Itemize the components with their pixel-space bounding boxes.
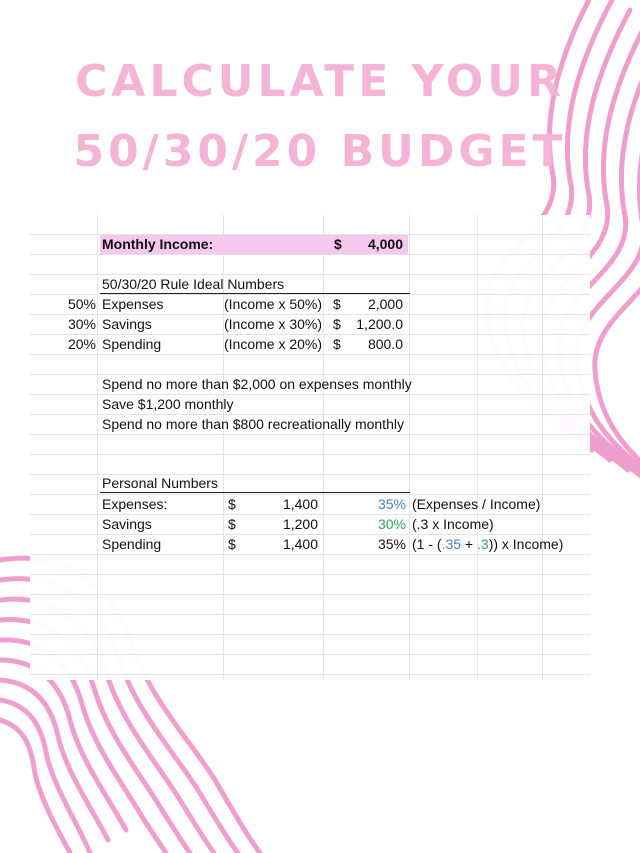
personal-row-name: Expenses: xyxy=(102,496,168,512)
ideal-row-currency: $ xyxy=(333,296,341,312)
personal-row-pct: 35% xyxy=(377,536,406,552)
note-line: Spend no more than $800 recreationally monthly xyxy=(102,416,404,432)
personal-row-amount: 1,200 xyxy=(282,516,318,532)
ideal-row-currency: $ xyxy=(333,336,341,352)
personal-row-name: Spending xyxy=(102,536,162,552)
personal-row-formula: (.3 x Income) xyxy=(412,516,494,532)
formula-part: )) x Income) xyxy=(488,536,564,552)
formula-part: + xyxy=(461,536,477,552)
income-value: 4,000 xyxy=(367,236,403,252)
ideal-header: 50/30/20 Rule Ideal Numbers xyxy=(102,276,285,292)
personal-row-formula xyxy=(412,534,563,554)
ideal-row-formula: (Income x 20%) xyxy=(224,336,323,352)
ideal-row-currency: $ xyxy=(333,316,341,332)
personal-row-pct: 35% xyxy=(377,496,406,512)
ideal-row-amount: 2,000 xyxy=(367,296,403,312)
personal-header-underline xyxy=(100,492,410,493)
income-label: Monthly Income: xyxy=(102,236,214,252)
formula-part-blue: .35 xyxy=(441,536,462,552)
wave-bottom-left-8 xyxy=(0,700,90,853)
personal-row-pct: 30% xyxy=(377,516,406,532)
page-title-line-1: CALCULATE YOUR xyxy=(75,56,565,107)
ideal-row-formula: (Income x 30%) xyxy=(224,316,323,332)
personal-row-currency: $ xyxy=(228,536,236,552)
ideal-row-pct: 50% xyxy=(67,296,96,312)
income-currency: $ xyxy=(334,236,342,252)
formula-part-green: .3 xyxy=(477,536,489,552)
note-line: Save $1,200 monthly xyxy=(102,396,234,412)
personal-row-amount: 1,400 xyxy=(282,496,318,512)
ideal-row-name: Spending xyxy=(102,336,162,352)
personal-row-name: Savings xyxy=(102,516,152,532)
personal-row-currency: $ xyxy=(228,496,236,512)
ideal-row-amount: 800.0 xyxy=(367,336,403,352)
page-title-line-2: 50/30/20 BUDGET xyxy=(73,126,567,177)
personal-row-amount: 1,400 xyxy=(282,536,318,552)
ideal-row-amount: 1,200.0 xyxy=(356,316,403,332)
ideal-row-pct: 30% xyxy=(67,316,96,332)
personal-row-currency: $ xyxy=(228,516,236,532)
formula-part: (1 - ( xyxy=(412,536,442,552)
ideal-row-formula: (Income x 50%) xyxy=(224,296,323,312)
ideal-row-name: Savings xyxy=(102,316,152,332)
personal-header: Personal Numbers xyxy=(102,475,218,491)
personal-row-formula: (Expenses / Income) xyxy=(412,496,541,512)
ideal-row-pct: 20% xyxy=(67,336,96,352)
note-line: Spend no more than $2,000 on expenses monthly xyxy=(102,376,412,392)
ideal-row-name: Expenses xyxy=(102,296,164,312)
